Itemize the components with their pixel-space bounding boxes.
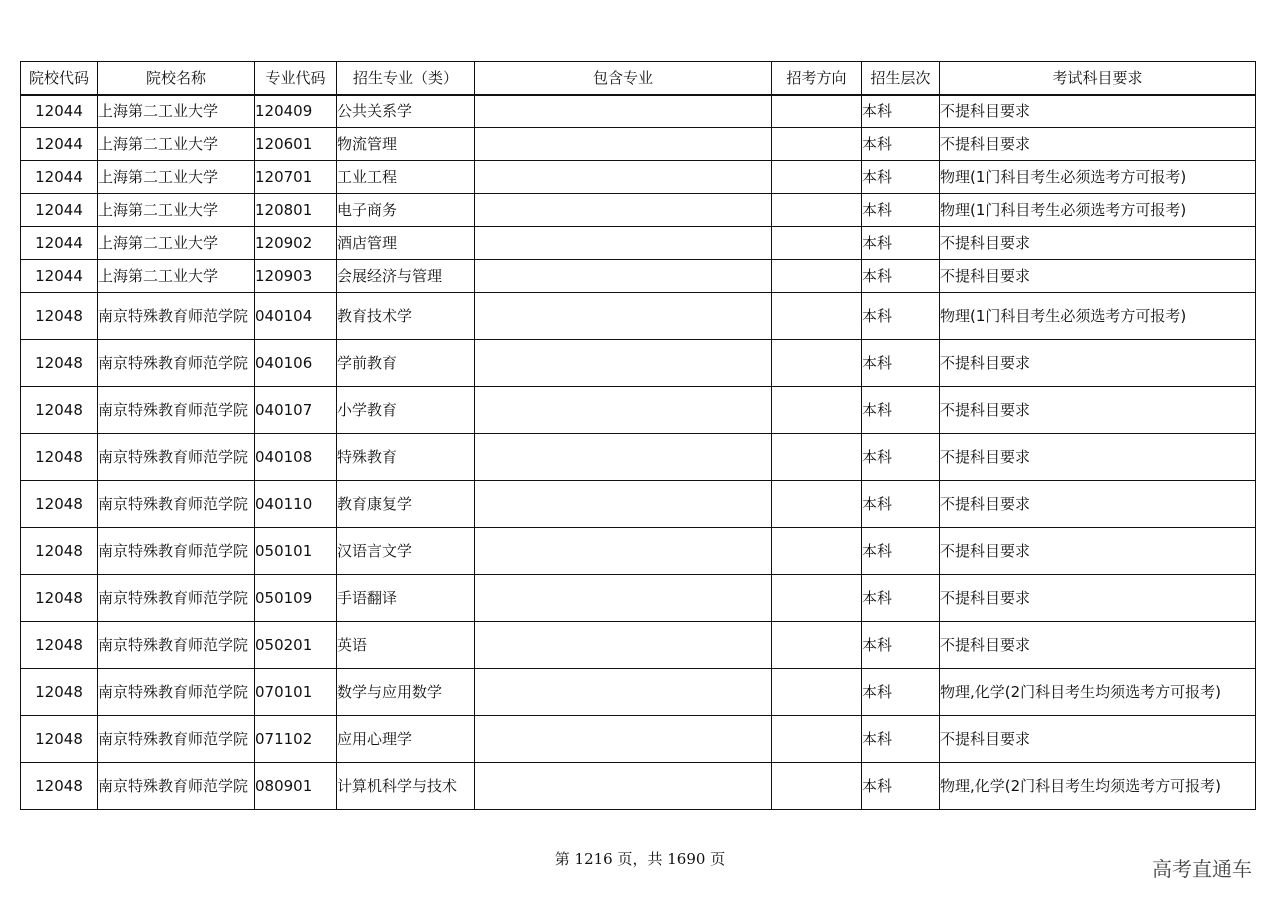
level-cell: 本科 — [862, 622, 940, 669]
subject-requirement-cell: 物理(1门科目考生必须选考方可报考) — [940, 293, 1256, 340]
major-code-cell: 071102 — [255, 716, 337, 763]
header-subject-requirement: 考试科目要求 — [940, 62, 1256, 95]
school-name-cell: 上海第二工业大学 — [98, 95, 255, 128]
level-cell: 本科 — [862, 716, 940, 763]
school-name-cell: 南京特殊教育师范学院 — [98, 387, 255, 434]
page-number: 第 1216 页，共 1690 页 — [554, 850, 726, 868]
direction-cell — [772, 669, 862, 716]
header-school-name: 院校名称 — [98, 62, 255, 95]
level-cell: 本科 — [862, 575, 940, 622]
table-row — [21, 227, 1256, 260]
direction-cell — [772, 161, 862, 194]
table-row — [21, 95, 1256, 128]
major-cell: 手语翻译 — [337, 575, 475, 622]
table-row — [21, 669, 1256, 716]
major-code-cell: 050201 — [255, 622, 337, 669]
school-code-cell: 12044 — [21, 95, 98, 128]
included-majors-cell — [475, 227, 772, 260]
subject-requirement-cell: 不提科目要求 — [940, 434, 1256, 481]
school-code-cell: 12048 — [21, 387, 98, 434]
major-code-cell: 120903 — [255, 260, 337, 293]
included-majors-cell — [475, 763, 772, 810]
school-code-cell: 12044 — [21, 161, 98, 194]
school-code-cell: 12044 — [21, 128, 98, 161]
level-cell: 本科 — [862, 387, 940, 434]
included-majors-cell — [475, 622, 772, 669]
table-row — [21, 528, 1256, 575]
header-major: 招生专业（类） — [337, 62, 475, 95]
major-cell: 汉语言文学 — [337, 528, 475, 575]
major-cell: 特殊教育 — [337, 434, 475, 481]
header-level: 招生层次 — [862, 62, 940, 95]
school-name-cell: 上海第二工业大学 — [98, 128, 255, 161]
included-majors-cell — [475, 575, 772, 622]
school-code-cell: 12048 — [21, 575, 98, 622]
subject-requirement-cell: 不提科目要求 — [940, 528, 1256, 575]
school-name-cell: 南京特殊教育师范学院 — [98, 528, 255, 575]
table-body — [21, 95, 1256, 810]
major-code-cell: 120801 — [255, 194, 337, 227]
table-row — [21, 481, 1256, 528]
direction-cell — [772, 128, 862, 161]
school-name-cell: 上海第二工业大学 — [98, 161, 255, 194]
major-code-cell: 120601 — [255, 128, 337, 161]
direction-cell — [772, 227, 862, 260]
major-cell: 电子商务 — [337, 194, 475, 227]
major-cell: 小学教育 — [337, 387, 475, 434]
subject-requirement-cell: 物理,化学(2门科目考生均须选考方可报考) — [940, 669, 1256, 716]
level-cell: 本科 — [862, 161, 940, 194]
header-school-code: 院校代码 — [21, 62, 98, 95]
major-code-cell: 120902 — [255, 227, 337, 260]
level-cell: 本科 — [862, 434, 940, 481]
subject-requirement-cell: 不提科目要求 — [940, 387, 1256, 434]
included-majors-cell — [475, 260, 772, 293]
level-cell: 本科 — [862, 528, 940, 575]
major-code-cell: 080901 — [255, 763, 337, 810]
major-code-cell: 040110 — [255, 481, 337, 528]
direction-cell — [772, 387, 862, 434]
subject-requirement-cell: 物理(1门科目考生必须选考方可报考) — [940, 194, 1256, 227]
subject-requirement-cell: 不提科目要求 — [940, 95, 1256, 128]
school-name-cell: 南京特殊教育师范学院 — [98, 669, 255, 716]
major-cell: 计算机科学与技术 — [337, 763, 475, 810]
major-cell: 酒店管理 — [337, 227, 475, 260]
level-cell: 本科 — [862, 481, 940, 528]
major-code-cell: 070101 — [255, 669, 337, 716]
major-code-cell: 040104 — [255, 293, 337, 340]
school-name-cell: 上海第二工业大学 — [98, 227, 255, 260]
major-cell: 教育康复学 — [337, 481, 475, 528]
school-name-cell: 上海第二工业大学 — [98, 194, 255, 227]
major-code-cell: 040106 — [255, 340, 337, 387]
direction-cell — [772, 622, 862, 669]
included-majors-cell — [475, 528, 772, 575]
header-direction: 招考方向 — [772, 62, 862, 95]
level-cell: 本科 — [862, 95, 940, 128]
level-cell: 本科 — [862, 227, 940, 260]
major-cell: 数学与应用数学 — [337, 669, 475, 716]
watermark: 高考直通车 — [1152, 857, 1252, 881]
school-name-cell: 南京特殊教育师范学院 — [98, 481, 255, 528]
included-majors-cell — [475, 95, 772, 128]
table-row — [21, 340, 1256, 387]
table-row — [21, 161, 1256, 194]
included-majors-cell — [475, 161, 772, 194]
included-majors-cell — [475, 293, 772, 340]
subject-requirement-cell: 不提科目要求 — [940, 340, 1256, 387]
school-code-cell: 12048 — [21, 481, 98, 528]
school-name-cell: 南京特殊教育师范学院 — [98, 763, 255, 810]
level-cell: 本科 — [862, 669, 940, 716]
subject-requirement-cell: 物理(1门科目考生必须选考方可报考) — [940, 161, 1256, 194]
school-name-cell: 南京特殊教育师范学院 — [98, 340, 255, 387]
major-cell: 英语 — [337, 622, 475, 669]
school-code-cell: 12048 — [21, 340, 98, 387]
subject-requirement-cell: 不提科目要求 — [940, 260, 1256, 293]
level-cell: 本科 — [862, 340, 940, 387]
direction-cell — [772, 194, 862, 227]
major-cell: 学前教育 — [337, 340, 475, 387]
included-majors-cell — [475, 128, 772, 161]
school-code-cell: 12044 — [21, 194, 98, 227]
table-row — [21, 293, 1256, 340]
subject-requirement-cell: 不提科目要求 — [940, 227, 1256, 260]
school-code-cell: 12048 — [21, 716, 98, 763]
school-code-cell: 12048 — [21, 669, 98, 716]
table-row — [21, 434, 1256, 481]
subject-requirement-cell: 不提科目要求 — [940, 622, 1256, 669]
table-row — [21, 194, 1256, 227]
school-code-cell: 12048 — [21, 622, 98, 669]
major-cell: 应用心理学 — [337, 716, 475, 763]
direction-cell — [772, 763, 862, 810]
included-majors-cell — [475, 669, 772, 716]
major-code-cell: 120701 — [255, 161, 337, 194]
school-name-cell: 南京特殊教育师范学院 — [98, 622, 255, 669]
table-row — [21, 260, 1256, 293]
direction-cell — [772, 481, 862, 528]
direction-cell — [772, 260, 862, 293]
direction-cell — [772, 95, 862, 128]
header-included-majors: 包含专业 — [475, 62, 772, 95]
level-cell: 本科 — [862, 194, 940, 227]
included-majors-cell — [475, 481, 772, 528]
major-cell: 会展经济与管理 — [337, 260, 475, 293]
included-majors-cell — [475, 387, 772, 434]
direction-cell — [772, 340, 862, 387]
direction-cell — [772, 575, 862, 622]
school-name-cell: 南京特殊教育师范学院 — [98, 293, 255, 340]
direction-cell — [772, 434, 862, 481]
level-cell: 本科 — [862, 763, 940, 810]
subject-requirement-cell: 不提科目要求 — [940, 575, 1256, 622]
major-code-cell: 040108 — [255, 434, 337, 481]
school-name-cell: 上海第二工业大学 — [98, 260, 255, 293]
header-major-code: 专业代码 — [255, 62, 337, 95]
table-row — [21, 128, 1256, 161]
major-cell: 公共关系学 — [337, 95, 475, 128]
subject-requirement-cell: 物理,化学(2门科目考生均须选考方可报考) — [940, 763, 1256, 810]
major-code-cell: 120409 — [255, 95, 337, 128]
major-code-cell: 050101 — [255, 528, 337, 575]
school-name-cell: 南京特殊教育师范学院 — [98, 575, 255, 622]
major-cell: 教育技术学 — [337, 293, 475, 340]
major-code-cell: 040107 — [255, 387, 337, 434]
table-row — [21, 622, 1256, 669]
major-cell: 物流管理 — [337, 128, 475, 161]
school-code-cell: 12048 — [21, 293, 98, 340]
school-code-cell: 12048 — [21, 434, 98, 481]
direction-cell — [772, 528, 862, 575]
direction-cell — [772, 293, 862, 340]
major-code-cell: 050109 — [255, 575, 337, 622]
level-cell: 本科 — [862, 260, 940, 293]
included-majors-cell — [475, 194, 772, 227]
school-code-cell: 12044 — [21, 227, 98, 260]
included-majors-cell — [475, 716, 772, 763]
direction-cell — [772, 716, 862, 763]
admissions-table — [20, 61, 1256, 810]
school-name-cell: 南京特殊教育师范学院 — [98, 434, 255, 481]
subject-requirement-cell: 不提科目要求 — [940, 481, 1256, 528]
table-header-row — [21, 62, 1256, 95]
table-row — [21, 387, 1256, 434]
table-row — [21, 716, 1256, 763]
major-cell: 工业工程 — [337, 161, 475, 194]
table-row — [21, 763, 1256, 810]
subject-requirement-cell: 不提科目要求 — [940, 716, 1256, 763]
school-code-cell: 12048 — [21, 763, 98, 810]
school-code-cell: 12044 — [21, 260, 98, 293]
school-code-cell: 12048 — [21, 528, 98, 575]
level-cell: 本科 — [862, 293, 940, 340]
subject-requirement-cell: 不提科目要求 — [940, 128, 1256, 161]
level-cell: 本科 — [862, 128, 940, 161]
included-majors-cell — [475, 340, 772, 387]
table-row — [21, 575, 1256, 622]
included-majors-cell — [475, 434, 772, 481]
school-name-cell: 南京特殊教育师范学院 — [98, 716, 255, 763]
